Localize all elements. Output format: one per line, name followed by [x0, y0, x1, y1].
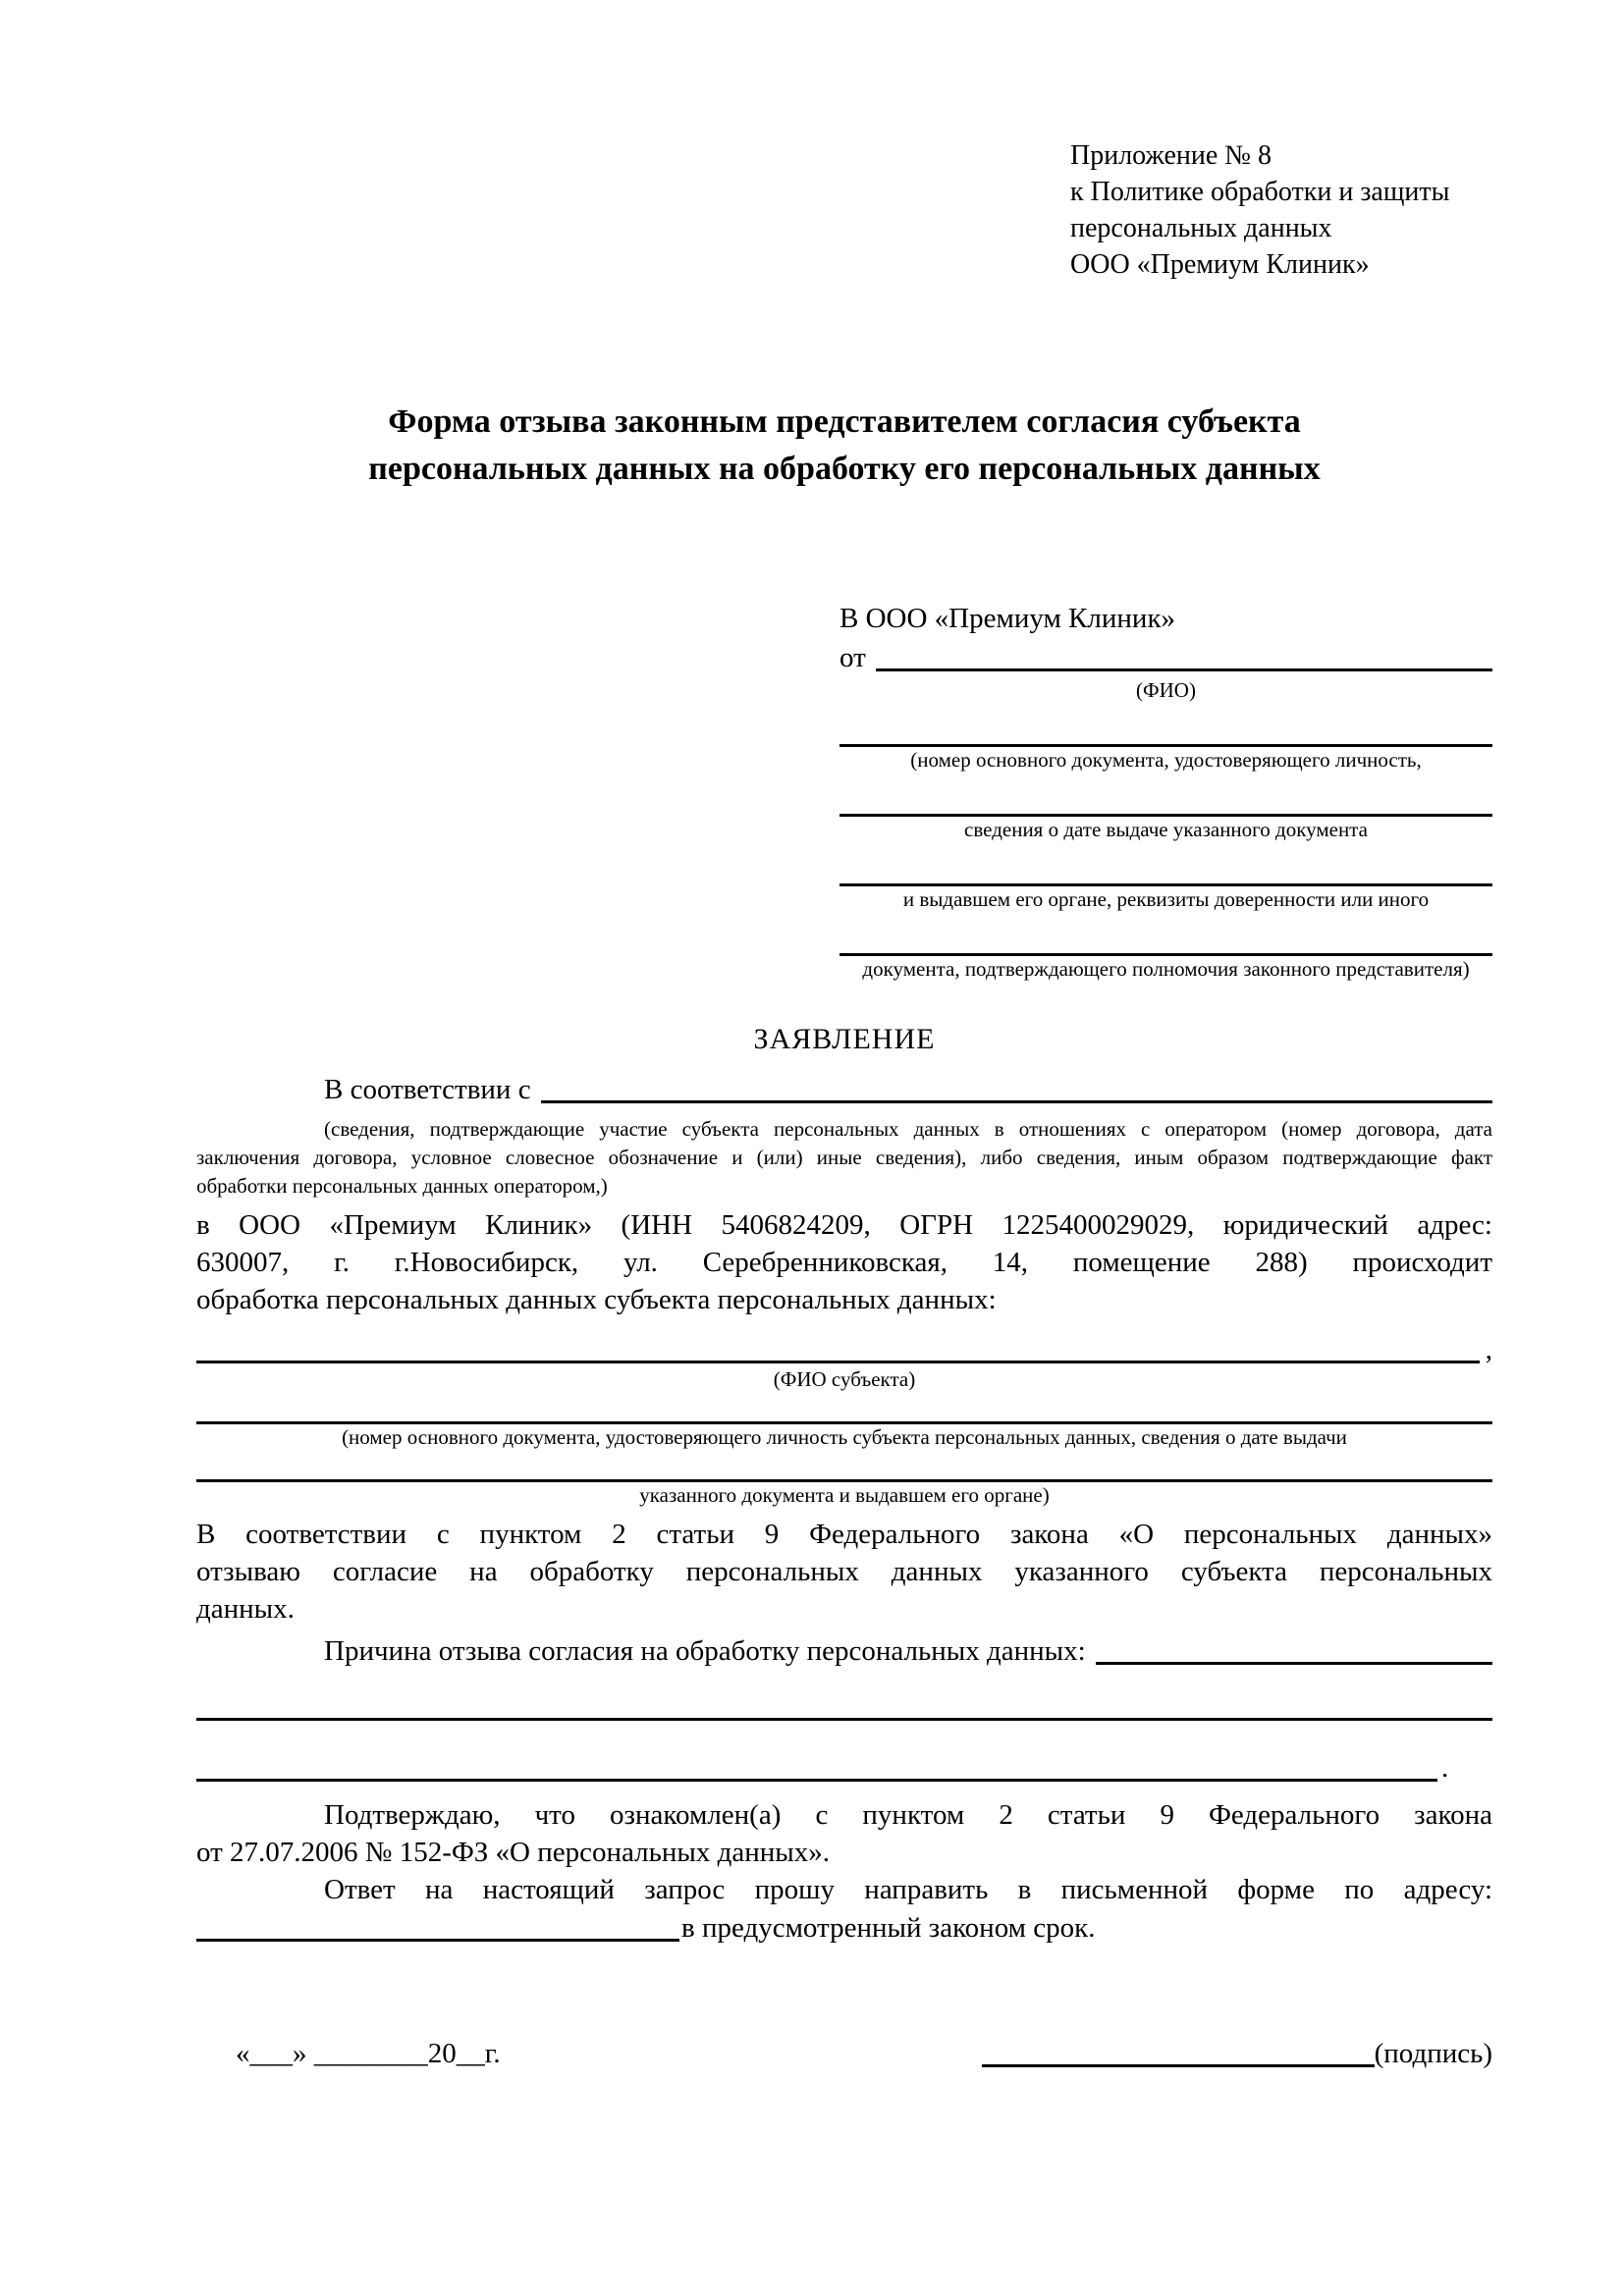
document-title-line: Форма отзыва законным представителем согласия субъекта	[388, 403, 1301, 440]
subject-fio-row	[196, 1334, 1492, 1366]
reply-paragraph: Ответ на настоящий запрос прошу направить в письменной форме по адресу:	[324, 1874, 1492, 1905]
from-label: от	[839, 642, 866, 673]
withdrawal-paragraph-line: отзываю согласие на обработку персональных данных указанного субъекта персональных	[196, 1556, 1492, 1587]
reason-fill-line	[1096, 1662, 1492, 1665]
confirm-paragraph-line: Подтверждаю, что ознакомлен(а) с пунктом 2 статьи 9 Федерального закона	[324, 1799, 1492, 1831]
statement-heading: ЗАЯВЛЕНИЕ	[753, 1023, 936, 1055]
accordance-row	[196, 1070, 1492, 1109]
doc-fill-line	[839, 928, 1492, 956]
doc-blank-pair	[839, 719, 1492, 773]
doc-fill-line	[839, 858, 1492, 886]
subject-fio-line	[196, 1361, 1480, 1363]
appendix-line: персональных данных	[1070, 213, 1332, 243]
document-title-line: персональных данных на обработку его персональных данных	[368, 451, 1321, 487]
accordance-caption-line: (сведения, подтверждающие участие субъекта персональных данных в отношениях с оператором (номер договора, дата	[324, 1117, 1492, 1141]
doc-fill-line	[839, 719, 1492, 747]
accordance-caption-line: заключения договора, условное словесное обозначение и (или) иные сведения), либо сведения, иным образом подтверждающие факт	[196, 1146, 1492, 1169]
withdrawal-paragraph-line: данных.	[196, 1593, 295, 1625]
doc-line-caption: документа, подтверждающего полномочия законного представителя)	[862, 957, 1470, 981]
appendix-line: к Политике обработки и защиты	[1070, 177, 1450, 207]
withdrawal-paragraph	[196, 1516, 1492, 1628]
reply-tail: в предусмотренный законом срок.	[681, 1912, 1096, 1944]
confirm-paragraph-line: от 27.07.2006 № 152-ФЗ «О персональных данных».	[196, 1837, 831, 1868]
appendix-block	[1070, 137, 1492, 283]
reason-blank-line-2-fill	[196, 1779, 1437, 1782]
doc-blank-pair	[839, 858, 1492, 912]
reason-blank-line-1	[196, 1718, 1492, 1721]
fio-fill-line	[876, 668, 1492, 671]
subject-doc-line-1	[196, 1394, 1492, 1424]
appendix-line: ООО «Премиум Клиник»	[1070, 249, 1370, 280]
reason-blank-line-2	[196, 1752, 1492, 1785]
doc-line-caption: (номер основного документа, удостоверяющего личность,	[910, 748, 1422, 772]
addressee-block	[839, 599, 1492, 982]
operator-paragraph	[196, 1206, 1492, 1318]
operator-paragraph-line: обработка персональных данных субъекта персональных данных:	[196, 1284, 997, 1315]
subject-doc-caption-1: (номер основного документа, удостоверяющего личность субъекта персональных данных, сведения о дате выдачи	[342, 1425, 1347, 1449]
reply-fill-line	[196, 1939, 679, 1942]
from-row	[839, 638, 1492, 677]
reason-label: Причина отзыва согласия на обработку персональных данных:	[324, 1635, 1086, 1667]
reason-blank-period: .	[1441, 1752, 1449, 1784]
accordance-label: В соответствии с	[324, 1074, 531, 1105]
date-line: «___» ________20__г.	[236, 2038, 501, 2069]
doc-line-caption: сведения о дате выдаче указанного документа	[964, 818, 1368, 841]
subject-doc-caption-2: указанного документа и выдавшем его органе)	[639, 1483, 1050, 1507]
document-title	[196, 399, 1492, 493]
accordance-fill-line	[541, 1100, 1492, 1103]
reply-address-row	[196, 1908, 1492, 1948]
subject-fio-caption: (ФИО субъекта)	[773, 1367, 916, 1391]
fio-caption: (ФИО)	[1136, 678, 1196, 702]
subject-doc-line-2	[196, 1452, 1492, 1482]
subject-comma: ,	[1485, 1334, 1492, 1365]
signature-line	[982, 2064, 1375, 2067]
appendix-line: Приложение № 8	[1070, 140, 1272, 171]
signature-row	[196, 2038, 1492, 2070]
confirm-paragraph	[196, 1796, 1492, 1871]
doc-blank-pair	[839, 928, 1492, 982]
signature-group	[982, 2038, 1492, 2070]
doc-blank-pair	[839, 788, 1492, 842]
withdrawal-paragraph-line: В соответствии с пунктом 2 статьи 9 Федерального закона «О персональных данных»	[196, 1519, 1492, 1550]
accordance-caption	[196, 1115, 1492, 1201]
operator-paragraph-line: в ООО «Премиум Клиник» (ИНН 5406824209, ОГРН 1225400029029, юридический адрес:	[196, 1209, 1492, 1241]
reason-row	[196, 1631, 1492, 1671]
accordance-caption-line: обработки персональных данных оператором,)	[196, 1174, 608, 1198]
signature-caption: (подпись)	[1374, 2038, 1492, 2069]
doc-line-caption: и выдавшем его органе, реквизиты доверенности или иного	[902, 887, 1430, 911]
operator-paragraph-line: 630007, г. г.Новосибирск, ул. Серебренниковская, 14, помещение 288) происходит	[196, 1247, 1492, 1278]
addressee-to: В ООО «Премиум Клиник»	[839, 603, 1176, 634]
doc-fill-line	[839, 788, 1492, 817]
document-content	[196, 0, 1492, 2070]
